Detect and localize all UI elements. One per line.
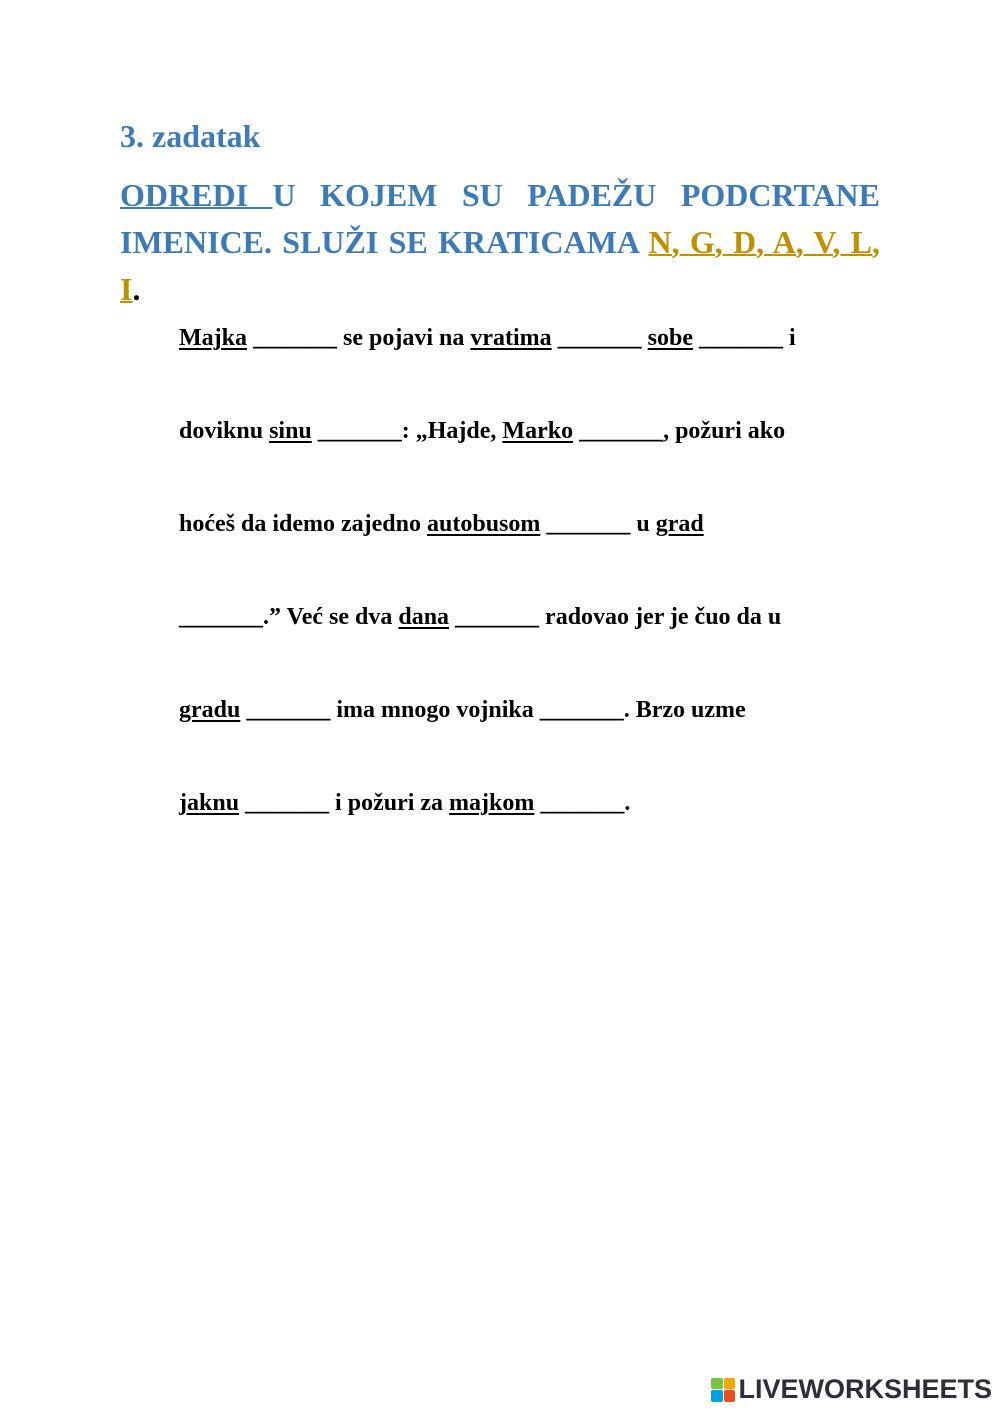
exercise-line-6	[179, 783, 630, 823]
logo-square-green	[711, 1378, 723, 1390]
sentence-text: _______ se pojavi na	[247, 325, 471, 351]
underlined-noun: dana	[398, 604, 450, 630]
underlined-noun: sobe	[647, 325, 694, 351]
exercise-line-5	[179, 690, 746, 730]
logo-square-orange	[724, 1378, 736, 1390]
underlined-noun: autobusom	[427, 511, 541, 537]
task-number: 3. zadatak	[120, 118, 261, 154]
sentence-text: _______ i požuri za	[239, 790, 450, 816]
underlined-noun: sinu	[269, 418, 312, 444]
instruction-period: .	[132, 271, 141, 307]
underlined-noun: Marko	[502, 418, 574, 444]
sentence-text: _______ i	[693, 325, 796, 351]
case-abbreviations: N, G, D, A, V, L, I	[120, 224, 881, 307]
exercise-line-1	[179, 318, 796, 358]
sentence-text: _______ ima mnogo vojnika _______. Brzo uzme	[240, 697, 746, 723]
instruction-body: U KOJEM SU PADEŽU PODCRTANE IMENICE. SLUŽI SE KRATICAMA	[120, 177, 881, 260]
underlined-noun: gradu	[179, 697, 241, 723]
sentence-text: _______.	[534, 790, 631, 816]
exercise-line-3	[179, 504, 704, 544]
underlined-noun: majkom	[449, 790, 535, 816]
underlined-noun: vratima	[470, 325, 552, 351]
sentence-text: _______.” Već se dva	[179, 604, 399, 630]
underlined-noun: jaknu	[179, 790, 240, 816]
sentence-text: _______	[551, 325, 648, 351]
logo-square-red	[724, 1390, 736, 1402]
underlined-noun: grad	[655, 511, 704, 537]
liveworksheets-logo-icon	[711, 1378, 735, 1402]
instruction-verb: ODREDI	[120, 177, 273, 213]
instruction-text	[120, 172, 880, 313]
sentence-text: _______: „Hajde,	[311, 418, 503, 444]
sentence-text: _______, požuri ako	[573, 418, 786, 444]
logo-square-blue	[711, 1390, 723, 1402]
sentence-text: _______ radovao jer je čuo da u	[449, 604, 782, 630]
sentence-text: hoćeš da idemo zajedno	[179, 511, 427, 537]
exercise-line-2	[179, 411, 785, 451]
underlined-noun: Majka	[179, 325, 247, 351]
sentence-text: doviknu	[179, 418, 270, 444]
exercise-line-4	[179, 597, 781, 637]
sentence-text: _______ u	[540, 511, 656, 537]
brand-name: LIVEWORKSHEETS	[738, 1374, 992, 1404]
footer-brand[interactable]	[711, 1374, 992, 1405]
